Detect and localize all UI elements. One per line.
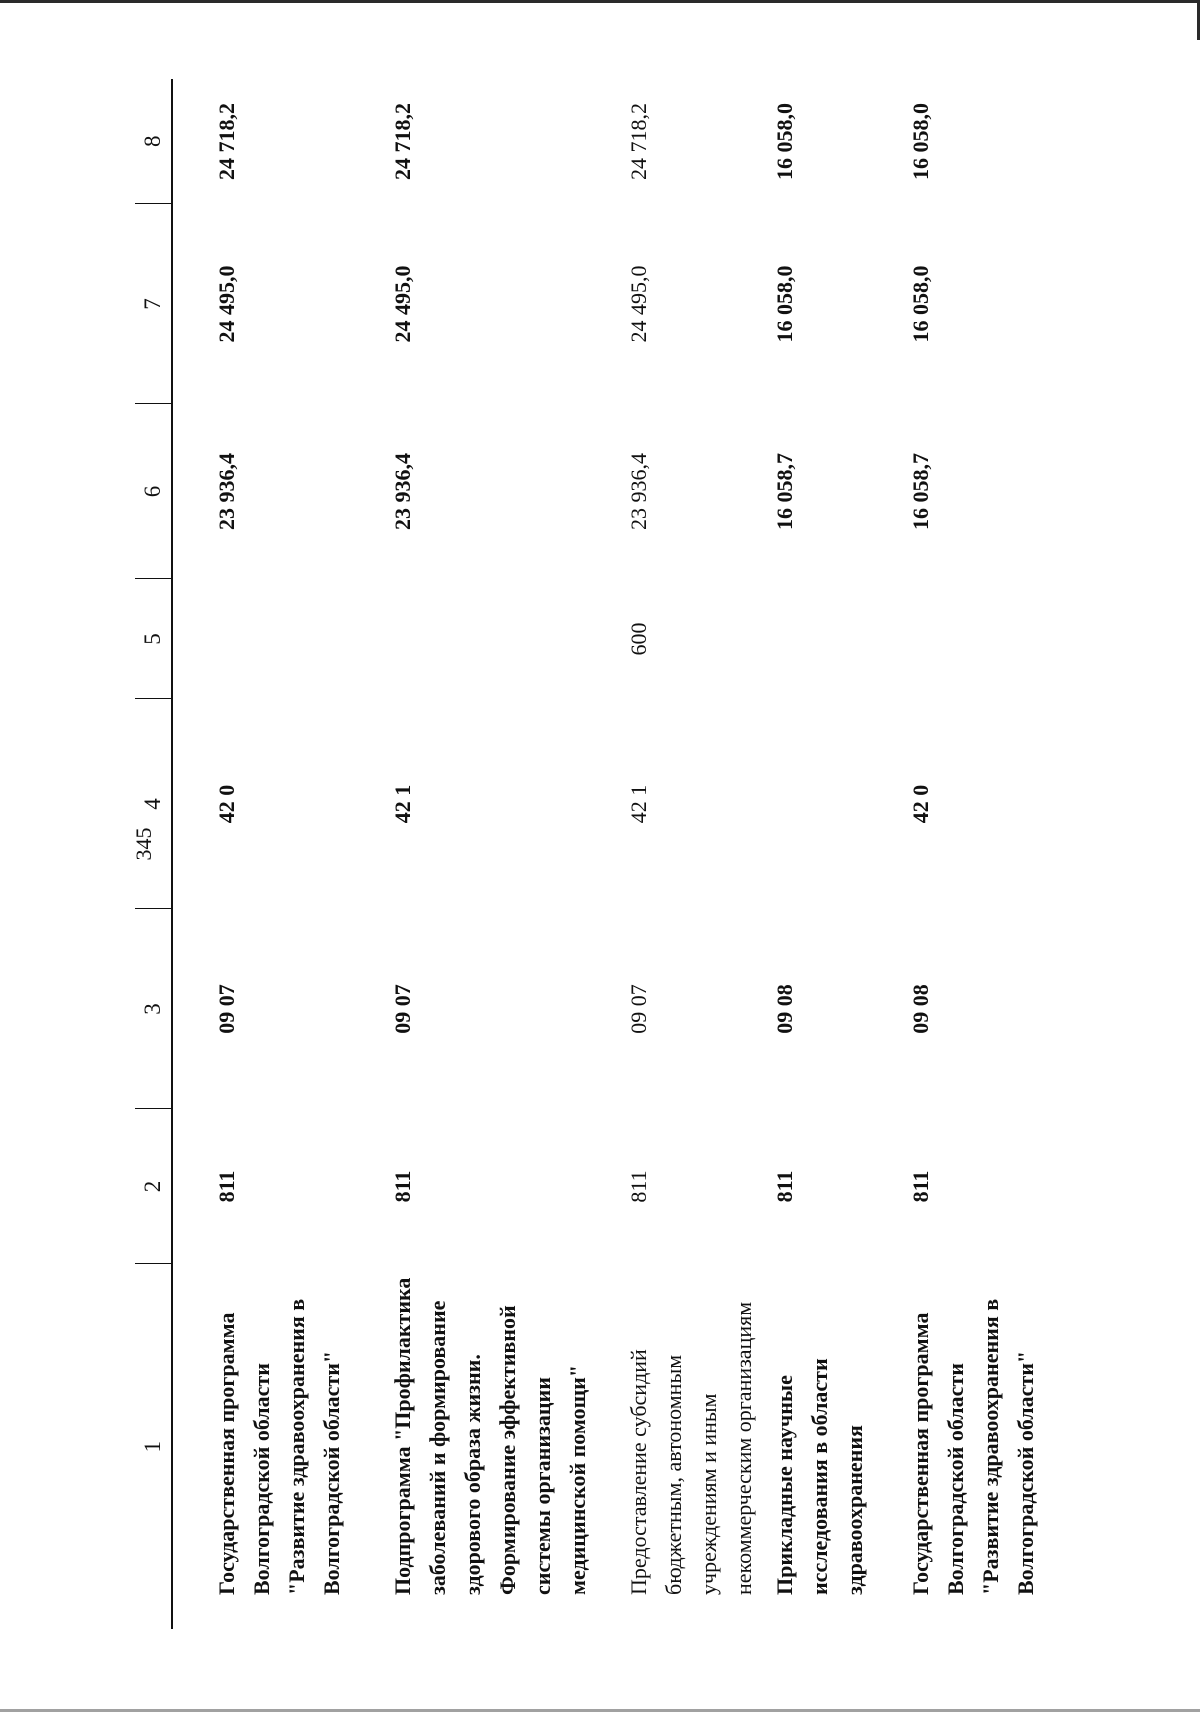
cell-col2: 811 (908, 1170, 933, 1203)
row-name: Подпрограмма "Профилактика заболеваний и формирование здорового образа жизни. Формирование эффективной системы организации медицинской помощи" (390, 1277, 590, 1595)
cell-col2: 811 (626, 1170, 651, 1203)
table-row (903, 79, 1043, 1629)
cell-col3: 09 07 (214, 984, 239, 1034)
column-header-8: 8 (135, 79, 172, 204)
cell-col7: 24 495,0 (390, 265, 415, 343)
cell-col8: 16 058,0 (772, 103, 797, 180)
column-header-1: 1 (135, 1264, 172, 1629)
column-header-3: 3 (135, 909, 172, 1109)
cell-col5 (903, 579, 1043, 699)
cell-col5 (385, 579, 621, 699)
cell-col2: 811 (214, 1170, 239, 1203)
cell-col5: 600 (626, 622, 651, 656)
table-row (385, 79, 621, 1629)
table-row (172, 79, 385, 1629)
cell-col4: 42 1 (390, 784, 415, 824)
cell-col5 (172, 579, 385, 699)
cell-col4: 42 1 (626, 784, 651, 824)
cell-col8: 16 058,0 (908, 103, 933, 180)
cell-col3: 09 08 (772, 984, 797, 1034)
cell-col6: 23 936,4 (214, 453, 239, 530)
column-header-5: 5 (135, 579, 172, 699)
cell-col7: 16 058,0 (772, 265, 797, 343)
rotated-page (131, 79, 1135, 1629)
cell-col8: 24 718,2 (390, 103, 415, 180)
cell-col7: 24 495,0 (214, 265, 239, 343)
table-row (621, 79, 767, 1629)
cell-col4: 42 0 (908, 784, 933, 824)
column-header-6: 6 (135, 404, 172, 579)
header-row (135, 79, 172, 1629)
cell-col6: 23 936,4 (626, 453, 651, 530)
row-name: Государственная программа Волгоградской области "Развитие здравоохранения в Волгоградской области" (214, 1298, 344, 1595)
table-row (767, 79, 903, 1629)
column-header-4: 4 (135, 699, 172, 909)
cell-col6: 16 058,7 (908, 453, 933, 530)
cell-col3: 09 07 (626, 984, 651, 1034)
cell-col5 (767, 579, 903, 699)
cell-col6: 16 058,7 (772, 453, 797, 530)
page-number: 345 (131, 827, 156, 861)
cell-col2: 811 (772, 1170, 797, 1203)
cell-col4 (767, 699, 903, 909)
cell-col3: 09 07 (390, 984, 415, 1034)
scan-top-edge (0, 0, 1200, 3)
cell-col7: 24 495,0 (626, 265, 651, 343)
column-header-7: 7 (135, 204, 172, 404)
row-name: Предоставление субсидий бюджетным, автономным учреждениям и иным некоммерческим организациям (626, 1301, 756, 1595)
cell-col8: 24 718,2 (626, 103, 651, 180)
cell-col6: 23 936,4 (390, 453, 415, 530)
cell-col2: 811 (390, 1170, 415, 1203)
cell-col8: 24 718,2 (214, 103, 239, 180)
row-name: Государственная программа Волгоградской области "Развитие здравоохранения в Волгоградской области" (908, 1298, 1038, 1595)
cell-col7: 16 058,0 (908, 265, 933, 343)
row-name: Прикладные научные исследования в области здравоохранения (772, 1358, 867, 1595)
column-header-2: 2 (135, 1109, 172, 1264)
cell-col3: 09 08 (908, 984, 933, 1034)
budget-table (135, 79, 1043, 1629)
cell-col4: 42 0 (214, 784, 239, 824)
